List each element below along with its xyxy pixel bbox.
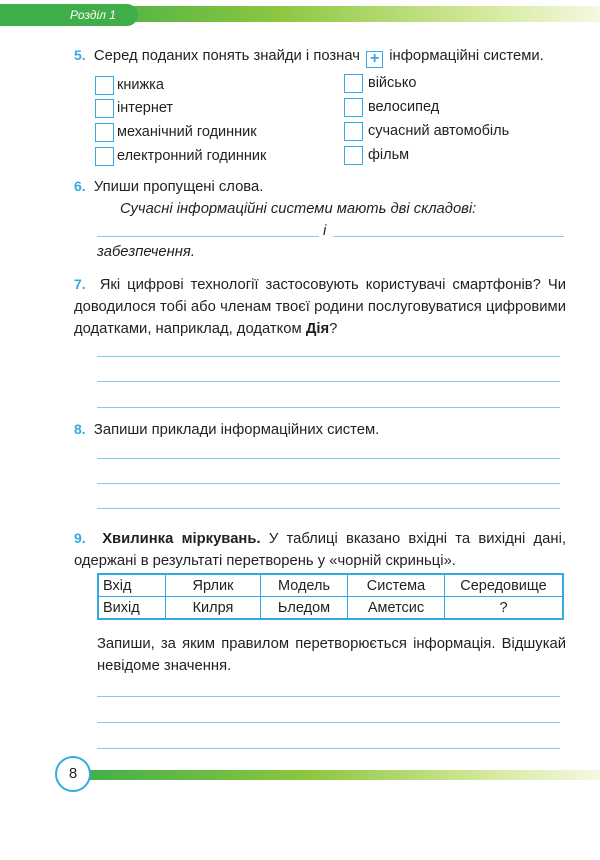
task6-connector: і — [323, 223, 327, 239]
answer-line[interactable] — [97, 722, 560, 723]
answer-line[interactable] — [97, 407, 560, 408]
section-label: Розділ 1 — [70, 8, 116, 22]
answer-line[interactable] — [97, 381, 560, 382]
checkbox-internet[interactable] — [95, 99, 114, 118]
table-cell: Килря — [166, 597, 261, 620]
task6-sentence: Сучасні інформаційні системи мають дві складові: — [120, 201, 477, 217]
task9-number: 9. — [74, 530, 86, 546]
task9-prompt — [74, 527, 566, 572]
table-cell-header: Вихід — [98, 597, 166, 620]
checkbox-bicycle[interactable] — [344, 98, 363, 117]
task7-prompt — [74, 273, 566, 340]
answer-line[interactable] — [97, 356, 560, 357]
checkbox-mechanical-clock[interactable] — [95, 123, 114, 142]
task5-number: 5. — [74, 47, 86, 63]
dia-app-name: Дія — [305, 321, 330, 337]
table-cell: Середовище — [445, 574, 564, 597]
option-label: електронний годинник — [117, 148, 267, 164]
table-cell: Аметсис — [348, 597, 445, 620]
task6-number: 6. — [74, 178, 86, 194]
task6-text: Упиши пропущені слова. — [93, 179, 264, 195]
answer-line[interactable] — [97, 508, 560, 509]
section-tab — [0, 4, 138, 26]
answer-line[interactable] — [333, 236, 564, 237]
header-bar — [62, 6, 600, 22]
task8-text: Запиши приклади інформаційних систем. — [93, 422, 380, 438]
answer-line[interactable] — [97, 236, 319, 237]
checkbox-film[interactable] — [344, 146, 363, 165]
table-cell: Система — [348, 574, 445, 597]
task6-prompt — [74, 175, 574, 198]
task5-text-before: Серед поданих понять знайди і познач — [93, 48, 360, 64]
option-label: книжка — [117, 77, 164, 93]
answer-line[interactable] — [97, 696, 560, 697]
table-cell-unknown[interactable]: ? — [445, 597, 564, 620]
option-label: велосипед — [368, 99, 440, 115]
answer-line[interactable] — [97, 748, 560, 749]
option-label: фільм — [368, 147, 410, 163]
plus-icon: + — [366, 51, 383, 68]
checkbox-knyzhka[interactable] — [95, 76, 114, 95]
table-cell-header: Вхід — [98, 574, 166, 597]
option-label: військо — [368, 75, 417, 91]
table-row-output — [98, 597, 563, 620]
task6-ending: забезпечення. — [97, 244, 195, 260]
task8-number: 8. — [74, 421, 86, 437]
task7-number: 7. — [74, 276, 86, 292]
black-box-table — [97, 573, 564, 620]
answer-line[interactable] — [97, 458, 560, 459]
table-cell: Ярлик — [166, 574, 261, 597]
option-label: сучасний автомобіль — [368, 123, 510, 139]
task7-text: Які цифрові технології застосовують користувачі смартфонів? Чи доводилося тобі або членам твоєї родини послуговуватися цифровими додатками, наприклад, додатком — [74, 277, 566, 337]
answer-line[interactable] — [97, 483, 560, 484]
task9-text: У таблиці вказано вхідні та вихідні дані, одержані в результаті перетворень у «чорній скриньці». — [74, 531, 566, 569]
task5-text-after: інформаційні системи. — [389, 48, 544, 64]
table-cell: Модель — [261, 574, 348, 597]
task5-prompt — [74, 44, 574, 68]
task8-prompt — [74, 418, 574, 441]
table-row-input — [98, 574, 563, 597]
task7-end: ? — [329, 321, 338, 337]
checkbox-electronic-clock[interactable] — [95, 147, 114, 166]
footer-bar — [70, 770, 600, 780]
option-label: механічний годинник — [117, 124, 257, 140]
table-cell: Ьледом — [261, 597, 348, 620]
checkbox-modern-car[interactable] — [344, 122, 363, 141]
checkbox-viysko[interactable] — [344, 74, 363, 93]
option-label: інтернет — [117, 100, 174, 116]
page-number: 8 — [55, 756, 91, 792]
task9-title: Хвилинка міркувань. — [102, 531, 261, 547]
task9-followup: Запиши, за яким правилом перетворюється інформація. Відшукай невідоме значення. — [97, 636, 566, 674]
